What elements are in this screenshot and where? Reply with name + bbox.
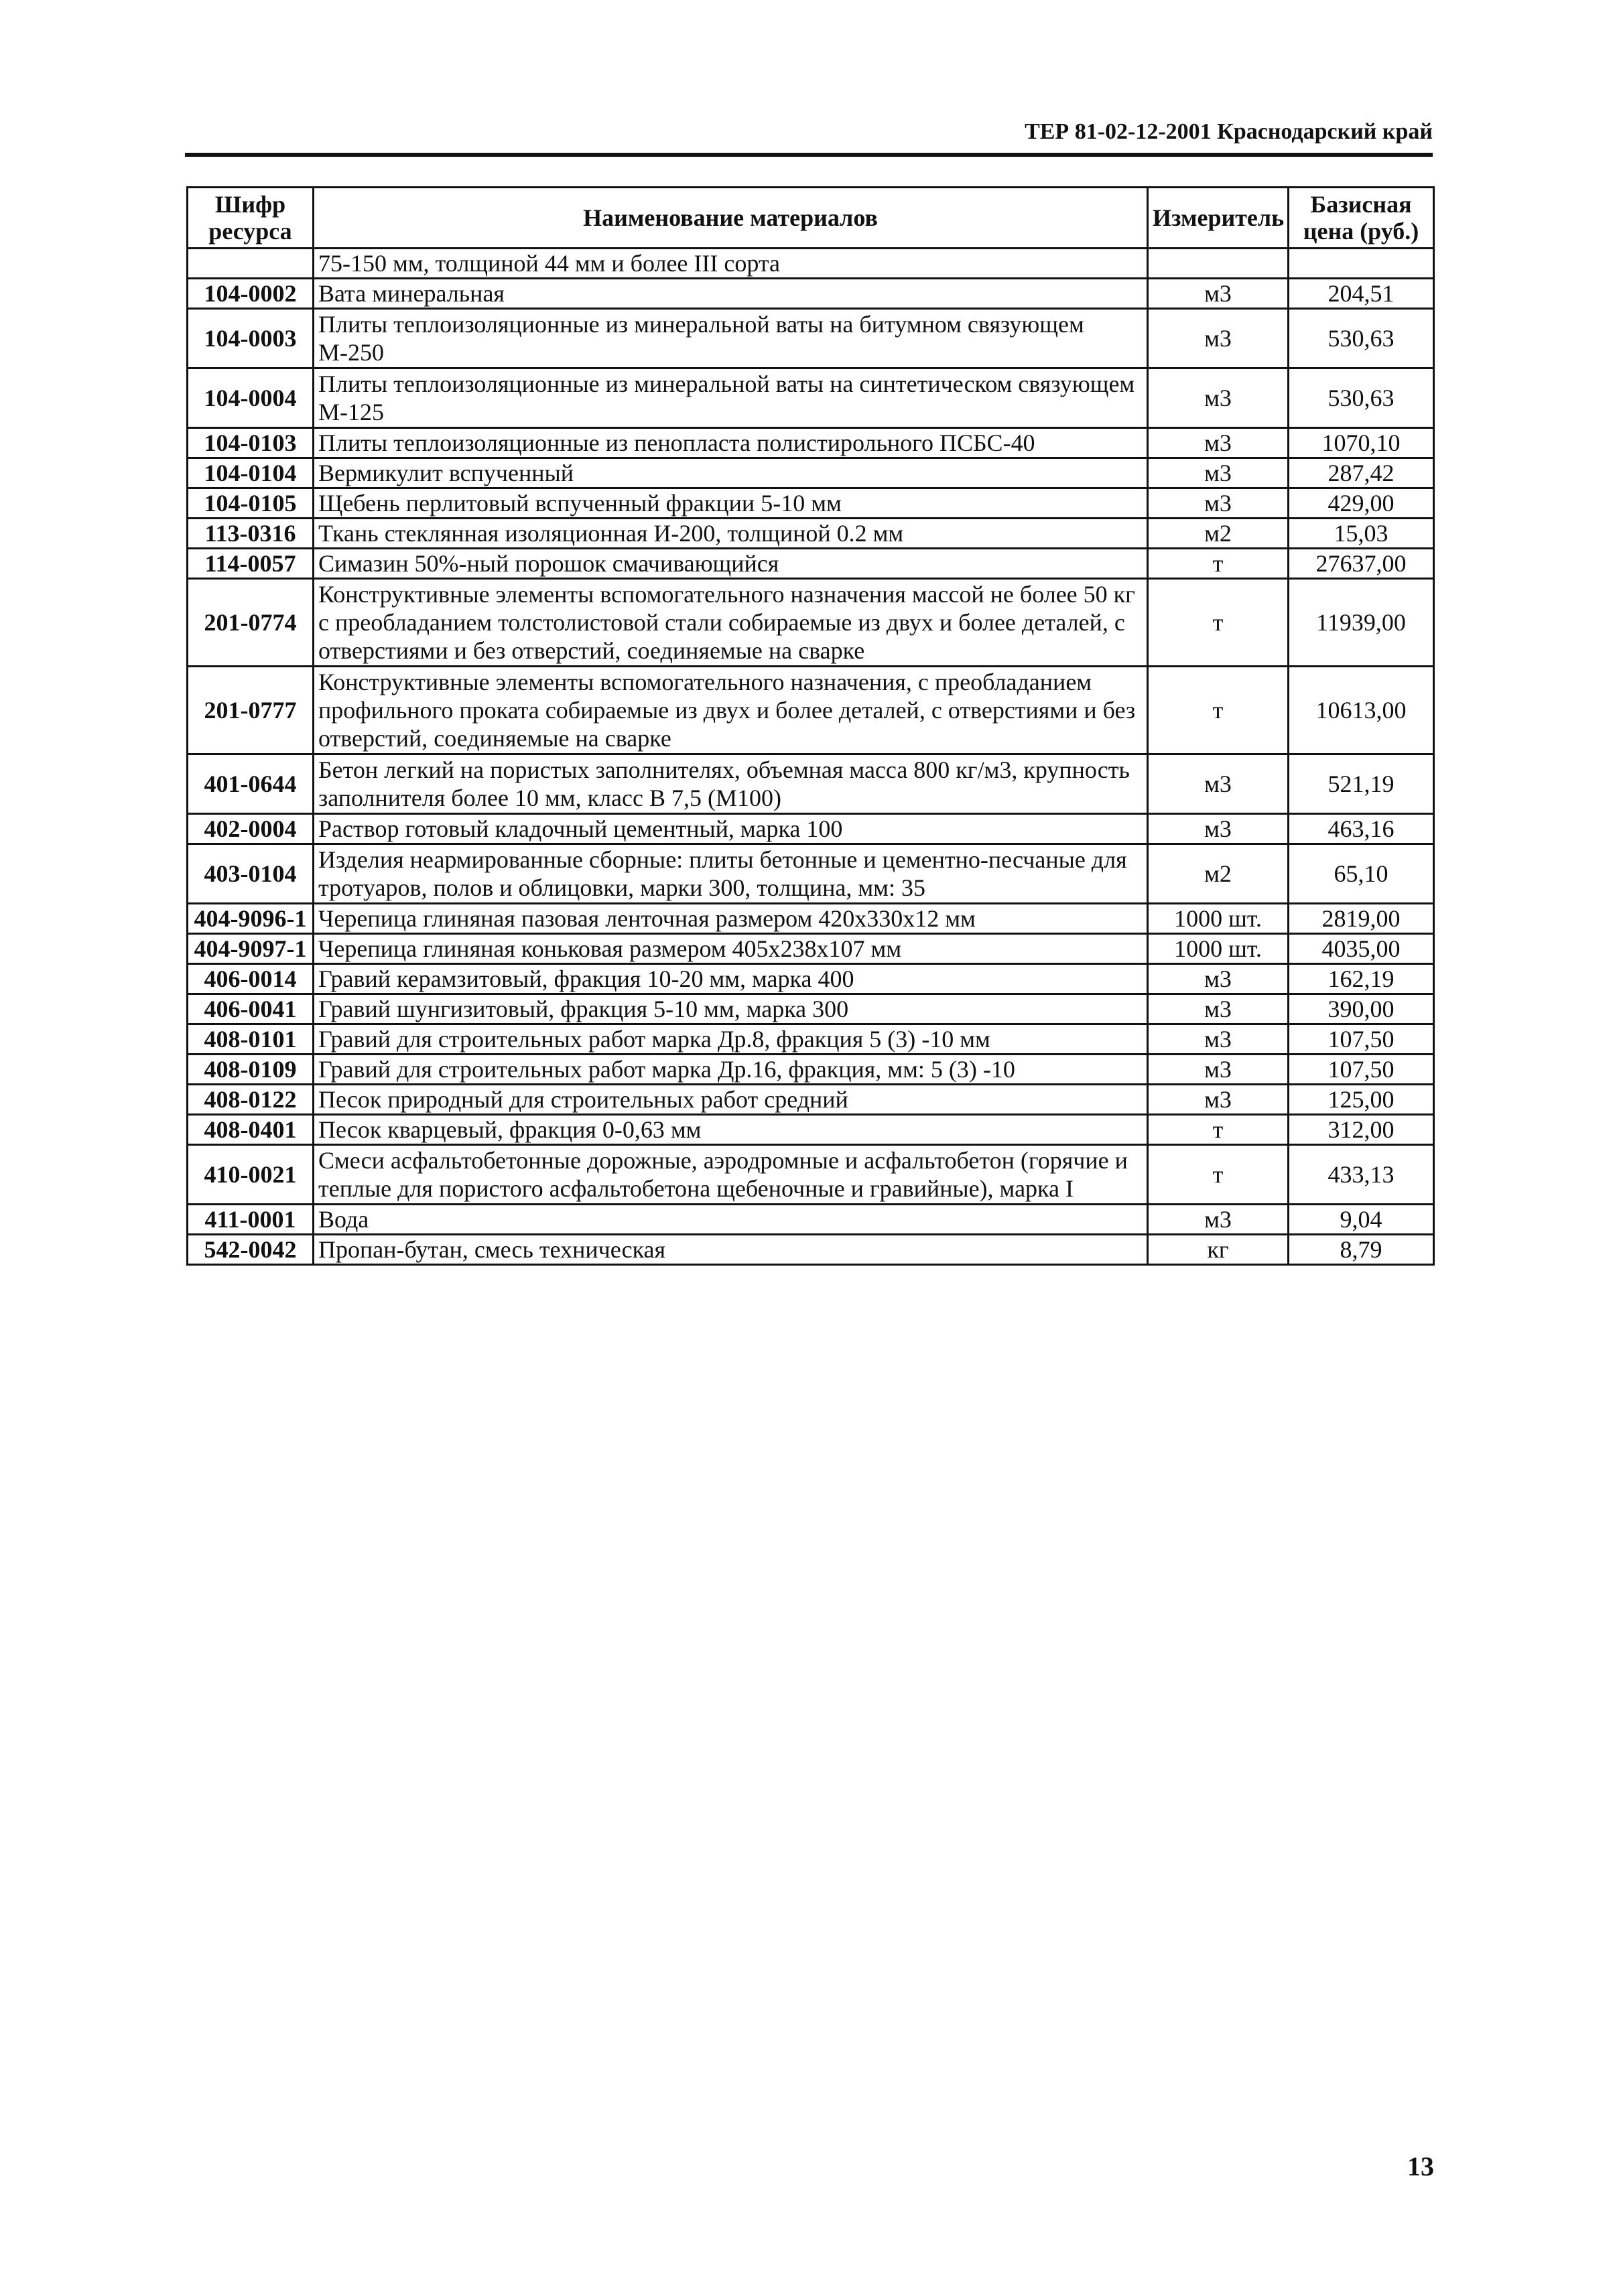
resource-code-cell: 410-0021: [188, 1145, 314, 1205]
price-cell: 125,00: [1289, 1085, 1434, 1115]
document-header: ТЕР 81-02-12-2001 Краснодарский край: [1025, 119, 1433, 144]
material-name-cell: Плиты теплоизоляционные из минеральной ваты на синтетическом связующем М-125: [314, 368, 1148, 428]
material-name-cell: Вода: [314, 1205, 1148, 1235]
material-name-cell: Вата минеральная: [314, 279, 1148, 309]
price-cell: 27637,00: [1289, 549, 1434, 579]
resource-code-cell: 104-0003: [188, 309, 314, 368]
materials-table: [186, 186, 1435, 1266]
unit-cell: м3: [1148, 964, 1289, 994]
table-row: [188, 814, 1434, 844]
price-cell: 107,50: [1289, 1024, 1434, 1055]
material-name-cell: Черепица глиняная пазовая ленточная размером 420х330х12 мм: [314, 904, 1148, 934]
price-cell: 11939,00: [1289, 579, 1434, 667]
table-body: [188, 249, 1434, 1265]
table-row: [188, 428, 1434, 458]
material-name-cell: Песок природный для строительных работ средний: [314, 1085, 1148, 1115]
resource-code-cell: 406-0041: [188, 994, 314, 1024]
unit-cell: м3: [1148, 428, 1289, 458]
price-cell: 8,79: [1289, 1235, 1434, 1265]
unit-cell: т: [1148, 667, 1289, 754]
unit-cell: т: [1148, 1115, 1289, 1145]
unit-cell: [1148, 249, 1289, 279]
unit-cell: т: [1148, 1145, 1289, 1205]
material-name-cell: Симазин 50%-ный порошок смачивающийся: [314, 549, 1148, 579]
resource-code-cell: 411-0001: [188, 1205, 314, 1235]
price-cell: 204,51: [1289, 279, 1434, 309]
material-name-cell: Щебень перлитовый вспученный фракции 5-10 мм: [314, 488, 1148, 519]
table-row: [188, 1145, 1434, 1205]
material-name-cell: Черепица глиняная коньковая размером 405х238х107 мм: [314, 934, 1148, 964]
price-cell: 287,42: [1289, 458, 1434, 488]
resource-code-cell: 403-0104: [188, 844, 314, 904]
unit-cell: м3: [1148, 488, 1289, 519]
table-row: [188, 667, 1434, 754]
resource-code-cell: 104-0104: [188, 458, 314, 488]
table-row: [188, 309, 1434, 368]
column-header-price: Базисная цена (руб.): [1289, 188, 1434, 249]
table-row: [188, 519, 1434, 549]
resource-code-cell: 201-0774: [188, 579, 314, 667]
material-name-cell: 75-150 мм, толщиной 44 мм и более III сорта: [314, 249, 1148, 279]
table-row: [188, 754, 1434, 814]
table-row: [188, 1055, 1434, 1085]
price-cell: 2819,00: [1289, 904, 1434, 934]
header-rule: [185, 153, 1433, 157]
price-cell: 65,10: [1289, 844, 1434, 904]
unit-cell: м3: [1148, 754, 1289, 814]
material-name-cell: Пропан-бутан, смесь техническая: [314, 1235, 1148, 1265]
price-cell: 162,19: [1289, 964, 1434, 994]
material-name-cell: Плиты теплоизоляционные из пенопласта полистирольного ПСБС-40: [314, 428, 1148, 458]
price-cell: 15,03: [1289, 519, 1434, 549]
material-name-cell: Ткань стеклянная изоляционная И-200, толщиной 0.2 мм: [314, 519, 1148, 549]
material-name-cell: Конструктивные элементы вспомогательного назначения массой не более 50 кг с преобладанием толстолистовой стали собираемые из двух и более деталей, с отверстиями и без отверстий, соединяемые на сварке: [314, 579, 1148, 667]
material-name-cell: Гравий для строительных работ марка Др.16, фракция, мм: 5 (3) -10: [314, 1055, 1148, 1085]
price-cell: 312,00: [1289, 1115, 1434, 1145]
table-row: [188, 844, 1434, 904]
material-name-cell: Гравий керамзитовый, фракция 10-20 мм, марка 400: [314, 964, 1148, 994]
unit-cell: 1000 шт.: [1148, 934, 1289, 964]
price-cell: 10613,00: [1289, 667, 1434, 754]
resource-code-cell: 104-0004: [188, 368, 314, 428]
page-number: 13: [1407, 2151, 1434, 2181]
unit-cell: т: [1148, 579, 1289, 667]
unit-cell: м3: [1148, 458, 1289, 488]
price-cell: 433,13: [1289, 1145, 1434, 1205]
table-row: [188, 488, 1434, 519]
resource-code-cell: 408-0101: [188, 1024, 314, 1055]
material-name-cell: Бетон легкий на пористых заполнителях, объемная масса 800 кг/м3, крупность заполнителя более 10 мм, класс В 7,5 (М100): [314, 754, 1148, 814]
unit-cell: кг: [1148, 1235, 1289, 1265]
unit-cell: м3: [1148, 279, 1289, 309]
unit-cell: м3: [1148, 814, 1289, 844]
table-row: [188, 368, 1434, 428]
table-row: [188, 1115, 1434, 1145]
material-name-cell: Конструктивные элементы вспомогательного назначения, с преобладанием профильного проката собираемые из двух и более деталей, с отверстиями и без отверстий, соединяемые на сварке: [314, 667, 1148, 754]
table-row: [188, 279, 1434, 309]
price-cell: [1289, 249, 1434, 279]
unit-cell: м3: [1148, 1205, 1289, 1235]
material-name-cell: Гравий для строительных работ марка Др.8, фракция 5 (3) -10 мм: [314, 1024, 1148, 1055]
table-header-row: [188, 188, 1434, 249]
resource-code-cell: 404-9096-1: [188, 904, 314, 934]
resource-code-cell: 542-0042: [188, 1235, 314, 1265]
table-row: [188, 934, 1434, 964]
table-row: [188, 1205, 1434, 1235]
unit-cell: м2: [1148, 519, 1289, 549]
price-cell: 1070,10: [1289, 428, 1434, 458]
resource-code-cell: 406-0014: [188, 964, 314, 994]
resource-code-cell: 408-0109: [188, 1055, 314, 1085]
resource-code-cell: 104-0105: [188, 488, 314, 519]
resource-code-cell: 104-0103: [188, 428, 314, 458]
material-name-cell: Смеси асфальтобетонные дорожные, аэродромные и асфальтобетон (горячие и теплые для пористого асфальтобетона щебеночные и гравийные), марка I: [314, 1145, 1148, 1205]
price-cell: 107,50: [1289, 1055, 1434, 1085]
unit-cell: м3: [1148, 1024, 1289, 1055]
material-name-cell: Изделия неармированные сборные: плиты бетонные и цементно-песчаные для тротуаров, полов и облицовки, марки 300, толщина, мм: 35: [314, 844, 1148, 904]
material-name-cell: Плиты теплоизоляционные из минеральной ваты на битумном связующем М-250: [314, 309, 1148, 368]
price-cell: 429,00: [1289, 488, 1434, 519]
material-name-cell: Раствор готовый кладочный цементный, марка 100: [314, 814, 1148, 844]
column-header-name: Наименование материалов: [314, 188, 1148, 249]
material-name-cell: Гравий шунгизитовый, фракция 5-10 мм, марка 300: [314, 994, 1148, 1024]
material-name-cell: Песок кварцевый, фракция 0-0,63 мм: [314, 1115, 1148, 1145]
resource-code-cell: 408-0401: [188, 1115, 314, 1145]
table-row: [188, 964, 1434, 994]
resource-code-cell: 113-0316: [188, 519, 314, 549]
table-row: [188, 1024, 1434, 1055]
unit-cell: м3: [1148, 368, 1289, 428]
column-header-unit: Измеритель: [1148, 188, 1289, 249]
price-cell: 530,63: [1289, 309, 1434, 368]
price-cell: 9,04: [1289, 1205, 1434, 1235]
column-header-code: Шифр ресурса: [188, 188, 314, 249]
table-row: [188, 1235, 1434, 1265]
table-row: [188, 994, 1434, 1024]
unit-cell: 1000 шт.: [1148, 904, 1289, 934]
price-cell: 530,63: [1289, 368, 1434, 428]
price-cell: 521,19: [1289, 754, 1434, 814]
material-name-cell: Вермикулит вспученный: [314, 458, 1148, 488]
resource-code-cell: 104-0002: [188, 279, 314, 309]
unit-cell: м3: [1148, 309, 1289, 368]
unit-cell: т: [1148, 549, 1289, 579]
unit-cell: м3: [1148, 1085, 1289, 1115]
price-cell: 390,00: [1289, 994, 1434, 1024]
resource-code-cell: 114-0057: [188, 549, 314, 579]
table-row: [188, 249, 1434, 279]
table-row: [188, 579, 1434, 667]
table-row: [188, 904, 1434, 934]
resource-code-cell: 401-0644: [188, 754, 314, 814]
unit-cell: м2: [1148, 844, 1289, 904]
table-row: [188, 1085, 1434, 1115]
table-row: [188, 458, 1434, 488]
resource-code-cell: 408-0122: [188, 1085, 314, 1115]
table-row: [188, 549, 1434, 579]
price-cell: 463,16: [1289, 814, 1434, 844]
resource-code-cell: 404-9097-1: [188, 934, 314, 964]
resource-code-cell: 402-0004: [188, 814, 314, 844]
unit-cell: м3: [1148, 994, 1289, 1024]
price-cell: 4035,00: [1289, 934, 1434, 964]
resource-code-cell: [188, 249, 314, 279]
unit-cell: м3: [1148, 1055, 1289, 1085]
resource-code-cell: 201-0777: [188, 667, 314, 754]
